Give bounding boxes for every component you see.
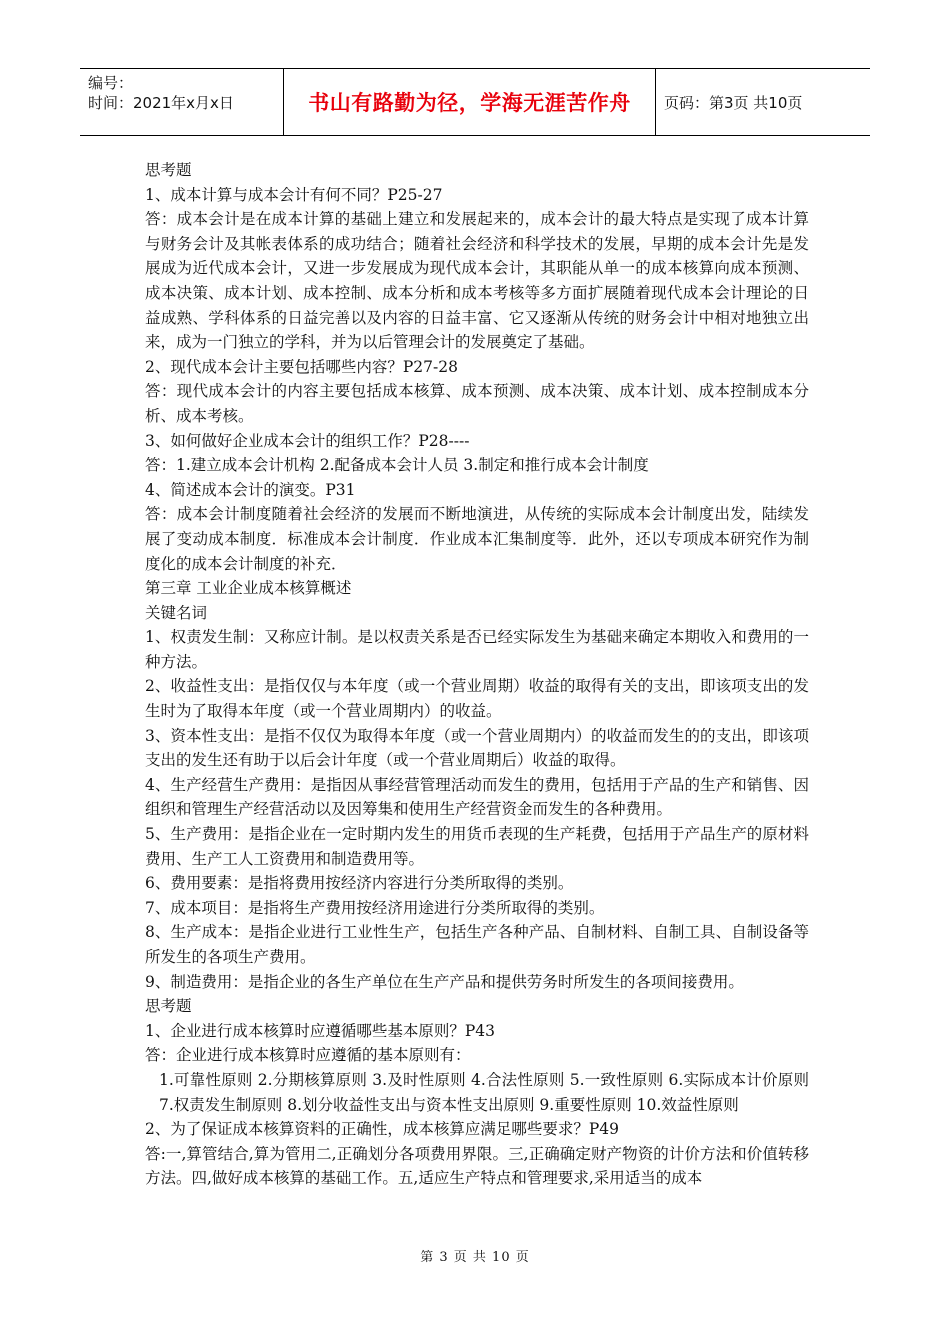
question: 1、企业进行成本核算时应遵循哪些基本原则？P43 [145, 1021, 496, 1040]
question: 3、如何做好企业成本会计的组织工作？P28---- [145, 431, 470, 450]
section-heading: 思考题 [145, 997, 192, 1016]
page-header [80, 68, 870, 136]
answer: 答：企业进行成本核算时应遵循的基本原则有： [145, 1046, 471, 1065]
answer: 答:一,算管结合,算为管用二,正确划分各项费用界限。三,正确确定财产物资的计价方法和价值转移方法。四,做好成本核算的基础工作。五,适应生产特点和管理要求,采用适当的成本 [145, 1144, 809, 1188]
section-heading: 思考题 [145, 161, 192, 179]
definition: 9、制造费用：是指企业的各生产单位在生产产品和提供劳务时所发生的各项间接费用。 [145, 972, 744, 991]
chapter-heading: 第三章 工业企业成本核算概述 [145, 579, 352, 598]
definition: 6、费用要素：是指将费用按经济内容进行分类所取得的类别。 [145, 874, 574, 893]
question: 1、成本计算与成本会计有何不同？P25-27 [145, 185, 443, 204]
question: 4、简述成本会计的演变。P31 [145, 480, 356, 499]
document-number-label: 编号： [88, 74, 134, 92]
answer: 答：1.建立成本会计机构 2.配备成本会计人员 3.制定和推行成本会计制度 [145, 456, 649, 475]
definition: 7、成本项目：是指将生产费用按经济用途进行分类所取得的类别。 [145, 898, 605, 917]
definition: 4、生产经营生产费用：是指因从事经营管理活动而发生的费用，包括用于产品的生产和销售、因组织和管理生产经营活动以及因筹集和使用生产经营资金而发生的各种费用。 [145, 775, 809, 819]
answer: 答：成本会计是在成本计算的基础上建立和发展起来的，成本会计的最大特点是实现了成本计算与财务会计及其帐表体系的成功结合；随着社会经济和科学技术的发展，早期的成本会计先是发展成为近代成本会计，又进一步发展成为现代成本会计，其职能从单一的成本核算向成本预测、成本决策、成本计划、成本控制、成本分析和成本考核等多方面扩展随着现代成本会计理论的日益成熟、学科体系的日益完善以及内容的日益丰富、它又逐渐从传统的财务会计中相对地独立出来，成为一门独立的学科，并为以后管理会计的发展奠定了基础。 [145, 210, 809, 352]
question: 2、现代成本会计主要包括哪些内容？P27-28 [145, 357, 458, 376]
definition: 5、生产费用：是指企业在一定时期内发生的用货币表现的生产耗费，包括用于产品生产的原材料费用、生产工人工资费用和制造费用等。 [145, 825, 809, 868]
definition: 1、权责发生制：又称应计制。是以权责关系是否已经实际发生为基础来确定本期收入和费用的一种方法。 [145, 628, 809, 671]
definition: 8、生产成本：是指企业进行工业性生产，包括生产各种产品、自制材料、自制工具、自制设备等所发生的各项生产费用。 [145, 923, 809, 966]
page-footer: 第 3 页 共 10 页 [420, 1250, 530, 1265]
document-body [145, 158, 809, 1191]
question: 2、为了保证成本核算资料的正确性，成本核算应满足哪些要求？P49 [145, 1120, 620, 1139]
definition: 3、资本性支出：是指不仅仅为取得本年度（或一个营业周期内）的收益而发生的的支出，即该项支出的发生还有助于以后会计年度（或一个营业周期后）收益的取得。 [145, 726, 809, 770]
definition: 2、收益性支出：是指仅仅与本年度（或一个营业周期）收益的取得有关的支出，即该项支出的发生时为了取得本年度（或一个营业周期内）的收益。 [145, 677, 809, 721]
section-heading: 关键名词 [145, 603, 208, 622]
header-page-info: 页码：第3页 共10页 [664, 93, 803, 112]
document-time-label: 时间：2021年x月x日 [88, 94, 234, 112]
answer-list: 1.可靠性原则 2.分期核算原则 3.及时性原则 4.合法性原则 5.一致性原则 6.实际成本计价原则 7.权责发生制原则 8.划分收益性支出与资本性支出原则 9.重要性原则 10.效益性原则 [159, 1070, 809, 1114]
header-motto: 书山有路勤为径，学海无涯苦作舟 [284, 69, 656, 135]
answer: 答：现代成本会计的内容主要包括成本核算、成本预测、成本决策、成本计划、成本控制成本分析、成本考核。 [145, 382, 809, 425]
answer: 答：成本会计制度随着社会经济的发展而不断地演进，从传统的实际成本会计制度出发，陆续发展了变动成本制度．标准成本会计制度．作业成本汇集制度等．此外，还以专项成本研究作为制度化的成本会计制度的补充． [145, 505, 809, 573]
header-meta [80, 69, 284, 135]
